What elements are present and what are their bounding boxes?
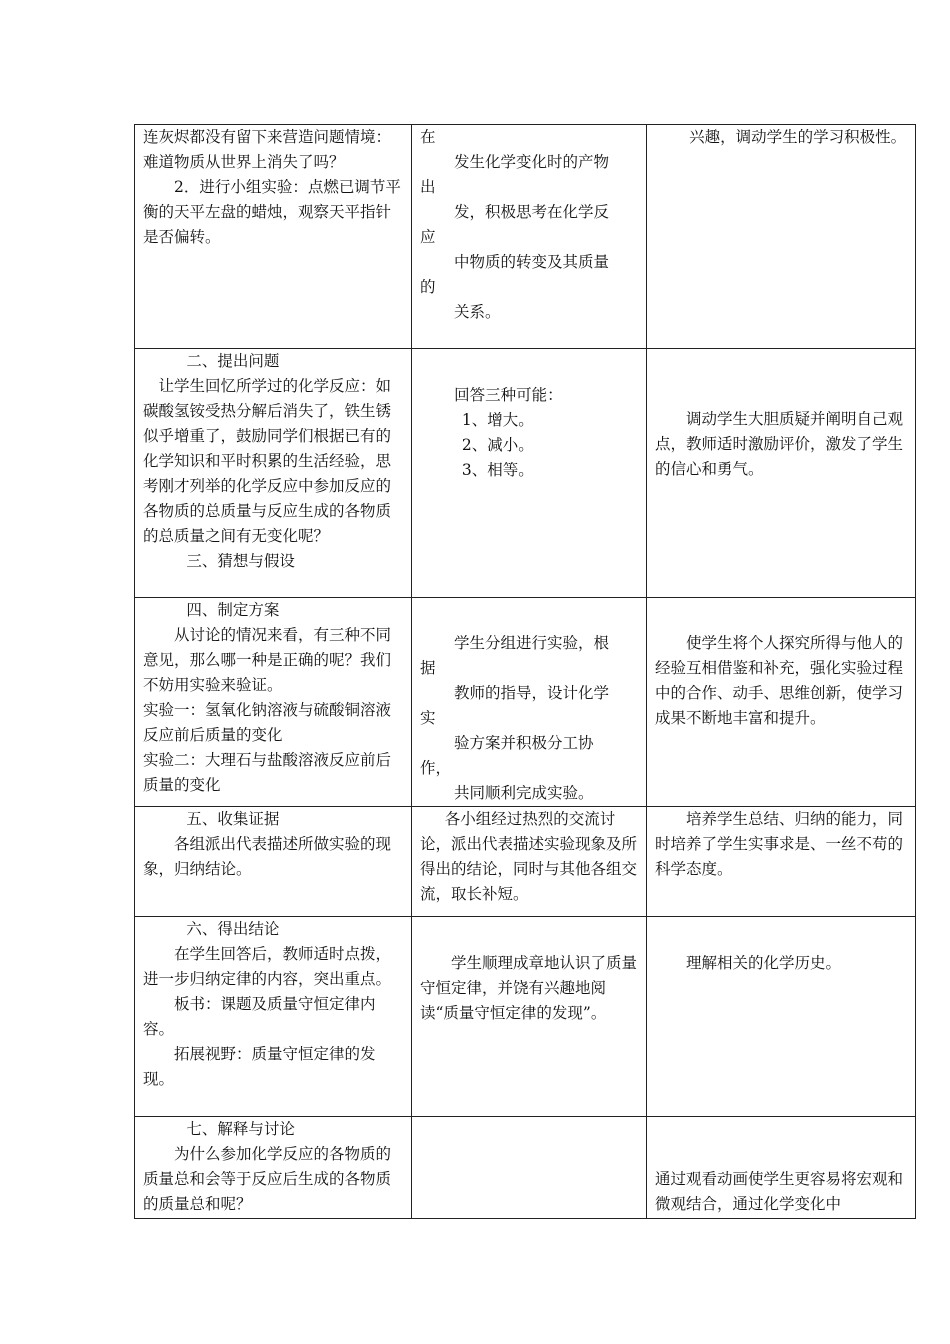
design-intent-cell [647,125,916,349]
paragraph: 关系。 [454,303,501,321]
student-activity-cell [412,125,647,349]
paragraph: 从讨论的情况来看，有三种不同意见，那么哪一种是正确的呢？我们不妨用实验来验证。 [143,626,392,694]
side-char: 出 [420,178,436,196]
table-row [135,125,916,349]
paragraph: 各小组经过热烈的交流讨论，派出代表描述实验现象及所得出的结论，同时与其他各组交流，取长补短。 [420,810,638,903]
teacher-activity-cell [135,125,412,349]
teacher-activity-cell [135,598,412,807]
student-activity-cell [412,1117,647,1219]
paragraph: 培养学生总结、归纳的能力，同时培养了学生实事求是、一丝不苟的科学态度。 [655,810,904,878]
paragraph: 发，积极思考在化学反 [454,203,610,221]
paragraph: 理解相关的化学历史。 [686,954,842,972]
paragraph: 各组派出代表描述所做实验的现象，归纳结论。 [143,835,392,878]
lesson-plan-table [134,124,916,1219]
side-char: 作， [420,759,452,777]
side-char: 应 [420,228,436,246]
student-activity-cell [412,598,647,807]
side-char: 实 [420,709,436,727]
paragraph: 拓展视野：质量守恒定律的发现。 [143,1045,376,1088]
paragraph: 中物质的转变及其质量 [454,253,610,271]
section-heading: 七、解释与讨论 [186,1120,295,1138]
paragraph: 在学生回答后，教师适时点拨，进一步归纳定律的内容，突出重点。 [143,945,392,988]
table-row [135,598,916,807]
paragraph: 让学生回忆所学过的化学反应：如碳酸氢铵受热分解后消失了，铁生锈似乎增重了，鼓励同学们根据已有的化学知识和平时积累的生活经验，思考刚才列举的化学反应中参加反应的各物质的总质量与反应生成的各物质的总质量之间有无变化呢？ [143,377,392,545]
section-heading: 四、制定方案 [186,601,280,619]
design-intent-cell [647,598,916,807]
list-item: 2、减小。 [461,436,534,454]
paragraph: 板书：课题及质量守恒定律内容。 [143,995,376,1038]
paragraph: 2．进行小组实验：点燃已调节平衡的天平左盘的蜡烛，观察天平指针是否偏转。 [143,178,401,246]
paragraph: 学生分组进行实验，根 [454,634,610,652]
teacher-activity-cell [135,807,412,917]
design-intent-cell [647,1117,916,1219]
paragraph: 通过观看动画使学生更容易将宏观和微观结合，通过化学变化中 [655,1170,904,1213]
teacher-activity-cell [135,1117,412,1219]
paragraph: 兴趣，调动学生的学习积极性。 [689,128,907,146]
paragraph: 学生顺理成章地认识了质量守恒定律，并饶有兴趣地阅读“质量守恒定律的发现”。 [420,954,638,1022]
table-row [135,349,916,598]
paragraph: 调动学生大胆质疑并阐明自己观点，教师适时激励评价，激发了学生的信心和勇气。 [655,410,904,478]
paragraph: 实验一：氢氧化钠溶液与硫酸铜溶液反应前后质量的变化 [143,701,392,744]
teacher-activity-cell [135,917,412,1117]
side-char: 在 [420,128,436,146]
paragraph: 连灰烬都没有留下来营造问题情境：难道物质从世界上消失了吗？ [143,128,392,171]
table-row [135,807,916,917]
student-activity-cell [412,807,647,917]
table-row [135,917,916,1117]
design-intent-cell [647,917,916,1117]
paragraph: 验方案并积极分工协 [454,734,594,752]
student-activity-cell [412,349,647,598]
list-item: 3、相等。 [461,461,534,479]
paragraph: 教师的指导，设计化学 [454,684,610,702]
list-item: 1、增大。 [461,411,534,429]
design-intent-cell [647,807,916,917]
design-intent-cell [647,349,916,598]
side-char: 的 [420,278,436,296]
paragraph: 为什么参加化学反应的各物质的质量总和会等于反应后生成的各物质的质量总和呢？ [143,1145,392,1213]
student-activity-cell [412,917,647,1117]
paragraph: 发生化学变化时的产物 [454,153,610,171]
table-row [135,1117,916,1219]
paragraph: 回答三种可能： [454,386,563,404]
section-heading: 五、收集证据 [186,810,280,828]
teacher-activity-cell [135,349,412,598]
section-heading: 三、猜想与假设 [186,552,295,570]
paragraph: 共同顺利完成实验。 [454,784,594,802]
side-char: 据 [420,659,436,677]
section-heading: 二、提出问题 [186,352,280,370]
paragraph: 使学生将个人探究所得与他人的经验互相借鉴和补充，强化实验过程中的合作、动手、思维创新，使学习成果不断地丰富和提升。 [655,634,904,727]
paragraph: 实验二：大理石与盐酸溶液反应前后质量的变化 [143,751,392,794]
section-heading: 六、得出结论 [186,920,280,938]
